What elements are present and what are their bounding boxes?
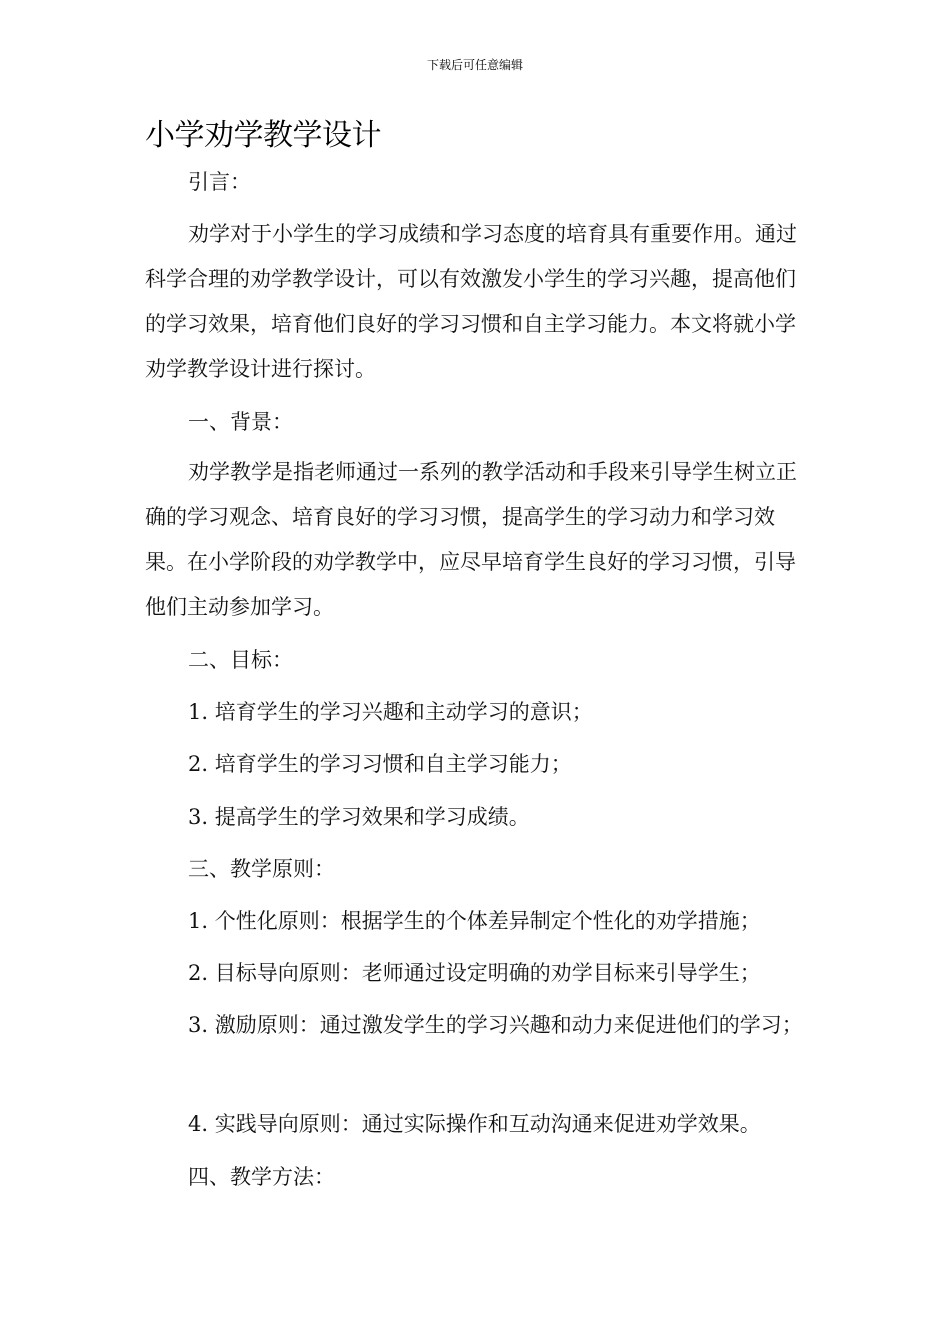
header-note: 下载后可任意编辑 — [426, 58, 523, 72]
section4-heading: 四、教学方法： — [188, 1165, 335, 1189]
section2-heading: 二、目标： — [188, 648, 293, 672]
intro-heading: 引言： — [188, 170, 251, 194]
section2-item-2: 2. 培育学生的学习习惯和自主学习能力； — [188, 752, 572, 776]
section1-paragraph: 劝学教学是指老师通过一系列的教学活动和手段来引导学生树立正确的学习观念、培育良好的学习习惯，提高学生的学习动力和学习效果。在小学阶段的劝学教学中，应尽早培育学生良好的学习习惯，引导他们主动参加学习。 — [145, 460, 797, 619]
section3-item-1: 1. 个性化原则：根据学生的个体差异制定个性化的劝学措施； — [188, 909, 761, 933]
section2-item-3: 3. 提高学生的学习效果和学习成绩。 — [188, 805, 530, 829]
intro-paragraph: 劝学对于小学生的学习成绩和学习态度的培育具有重要作用。通过科学合理的劝学教学设计，可以有效激发小学生的学习兴趣，提高他们的学习效果，培育他们良好的学习习惯和自主学习能力。本文将就小学劝学教学设计进行探讨。 — [145, 222, 797, 381]
document-title: 小学劝学教学设计 — [145, 118, 381, 153]
section3-item-3: 3. 激励原则：通过激发学生的学习兴趣和动力来促进他们的学习； — [188, 1013, 803, 1037]
section3-item-4: 4. 实践导向原则：通过实际操作和互动沟通来促进劝学效果。 — [188, 1112, 761, 1136]
section2-item-1: 1. 培育学生的学习兴趣和主动学习的意识； — [188, 700, 593, 724]
section3-item-2: 2. 目标导向原则：老师通过设定明确的劝学目标来引导学生； — [188, 961, 761, 985]
section1-heading: 一、背景： — [188, 410, 293, 434]
section3-heading: 三、教学原则： — [188, 857, 335, 881]
